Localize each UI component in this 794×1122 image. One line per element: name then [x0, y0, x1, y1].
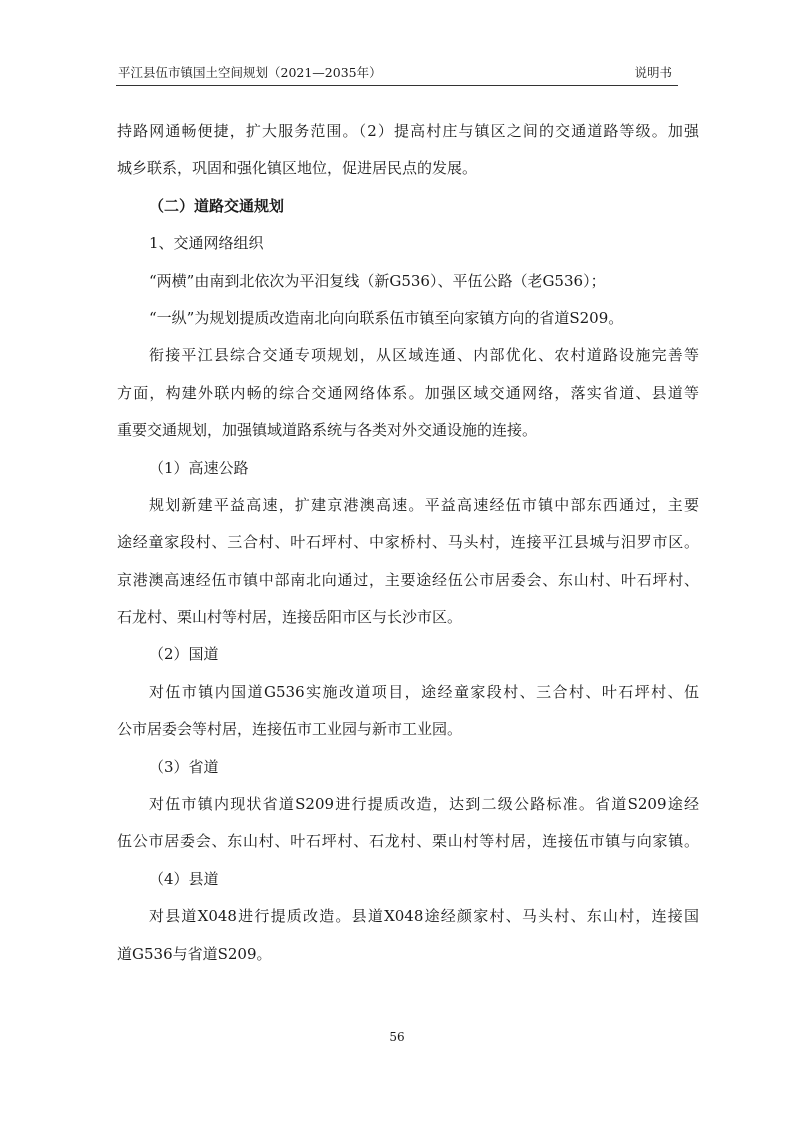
- item-heading: （2）国道: [149, 645, 219, 664]
- paragraph-line: 途经童家段村、三合村、叶石坪村、中家桥村、马头村，连接平江县城与汨罗市区。: [117, 533, 699, 552]
- paragraph-line: 公市居委会等村居，连接伍市工业园与新市工业园。: [117, 720, 463, 739]
- body-text: [117, 113, 699, 973]
- item-heading: （1）高速公路: [149, 458, 249, 477]
- item-heading: （4）县道: [149, 869, 219, 888]
- item-heading: （3）省道: [149, 757, 219, 776]
- paragraph-line: 伍公市居委会、东山村、叶石坪村、石龙村、栗山村等村居，连接伍市镇与向家镇。: [117, 832, 699, 851]
- paragraph-line: 道G536与省道S209。: [117, 944, 272, 963]
- page-number: 56: [389, 1030, 405, 1044]
- paragraph-line: 重要交通规划，加强镇域道路系统与各类对外交通设施的连接。: [117, 421, 538, 440]
- header-doc-type: 说明书: [634, 65, 672, 80]
- paragraph-line: 方面，构建外联内畅的综合交通网络体系。加强区域交通网络，落实省道、县道等: [117, 383, 699, 402]
- paragraph-line: “一纵”为规划提质改造南北向向联系伍市镇至向家镇方向的省道S209。: [149, 308, 624, 327]
- page-header: [116, 62, 678, 84]
- paragraph-line: 持路网通畅便捷，扩大服务范围。（2）提高村庄与镇区之间的交通道路等级。加强: [117, 122, 699, 140]
- paragraph-line: 城乡联系，巩固和强化镇区地位，促进居民点的发展。: [117, 159, 478, 178]
- paragraph-line: 对县道X048进行提质改造。县道X048途经颜家村、马头村、东山村，连接国: [149, 907, 699, 926]
- paragraph-line: 规划新建平益高速，扩建京港澳高速。平益高速经伍市镇中部东西通过，主要: [149, 495, 699, 514]
- section-heading: （二）道路交通规划: [149, 196, 285, 215]
- header-title: 平江县伍市镇国土空间规划（2021—2035年）: [118, 65, 382, 80]
- paragraph-line: 衔接平江县综合交通专项规划，从区域连通、内部优化、农村道路设施完善等: [149, 346, 699, 365]
- paragraph-line: 对伍市镇内现状省道S209进行提质改造，达到二级公路标准。省道S209途经: [149, 795, 699, 814]
- paragraph-line: 石龙村、栗山村等村居，连接岳阳市区与长沙市区。: [117, 608, 463, 627]
- paragraph-line: 京港澳高速经伍市镇中部南北向通过，主要途经伍公市居委会、东山村、叶石坪村、: [117, 570, 699, 589]
- subsection-heading: 1、交通网络组织: [149, 234, 264, 253]
- paragraph-line: “两横”由南到北依次为平汨复线（新G536）、平伍公路（老G536）；: [149, 271, 606, 290]
- header-rule: [116, 85, 678, 86]
- paragraph-line: 对伍市镇内国道G536实施改道项目，途经童家段村、三合村、叶石坪村、伍: [149, 682, 699, 701]
